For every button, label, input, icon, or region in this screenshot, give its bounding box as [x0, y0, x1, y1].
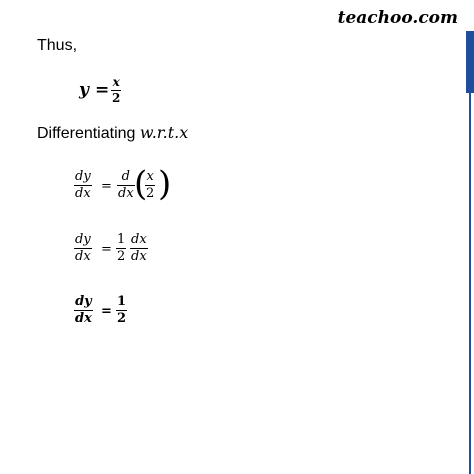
left-paren: (: [134, 164, 148, 204]
line3-lhs-fraction: [74, 295, 93, 327]
right-paren: ): [158, 164, 172, 204]
line3-result: [116, 295, 127, 327]
accent-bar: [466, 31, 474, 93]
line2-lhs-den: dx: [75, 249, 91, 265]
thus-label: Thus,: [37, 37, 78, 54]
line2-lhs-fraction: [74, 233, 92, 265]
wrt-text: w.r.t.x: [139, 123, 189, 142]
line2-d-den: dx: [131, 249, 147, 265]
line2-coef-den: 2: [117, 249, 126, 265]
line1-lhs-den: dx: [75, 186, 91, 202]
line1-equals: =: [101, 179, 112, 194]
line3-equals: =: [101, 304, 112, 319]
line1-inner-num: x: [146, 169, 154, 184]
diff-label: Differentiating: [37, 125, 136, 142]
line2-coefficient: [116, 233, 126, 265]
line1-lhs-fraction: [74, 170, 92, 202]
line3-lhs-num: dy: [75, 294, 92, 309]
line2-d-num: dx: [131, 232, 147, 247]
line3-result-den: 2: [117, 311, 127, 327]
accent-line: [469, 93, 471, 474]
eq1-den: 2: [112, 91, 121, 106]
line1-d-den: dx: [118, 186, 134, 202]
eq1-equals: =: [95, 80, 110, 100]
brand-logo: teachoo.com: [337, 8, 458, 28]
line3-result-num: 1: [117, 294, 127, 309]
line2-equals: =: [101, 242, 112, 257]
line1-d-num: d: [121, 169, 130, 184]
line2-lhs-num: dy: [75, 232, 91, 247]
eq1-num: x: [112, 75, 120, 89]
line3-lhs-den: dx: [75, 311, 92, 327]
line1-inner-fraction: [145, 170, 155, 202]
differentiating-line: [37, 123, 188, 143]
eq1-fraction: [111, 76, 121, 105]
eq1-lhs: y: [79, 80, 89, 100]
line1-inner-den: 2: [146, 186, 155, 202]
line1-derivative: [117, 170, 135, 202]
line2-coef-num: 1: [117, 232, 126, 247]
line2-derivative: [130, 233, 148, 265]
line1-lhs-num: dy: [75, 169, 91, 184]
